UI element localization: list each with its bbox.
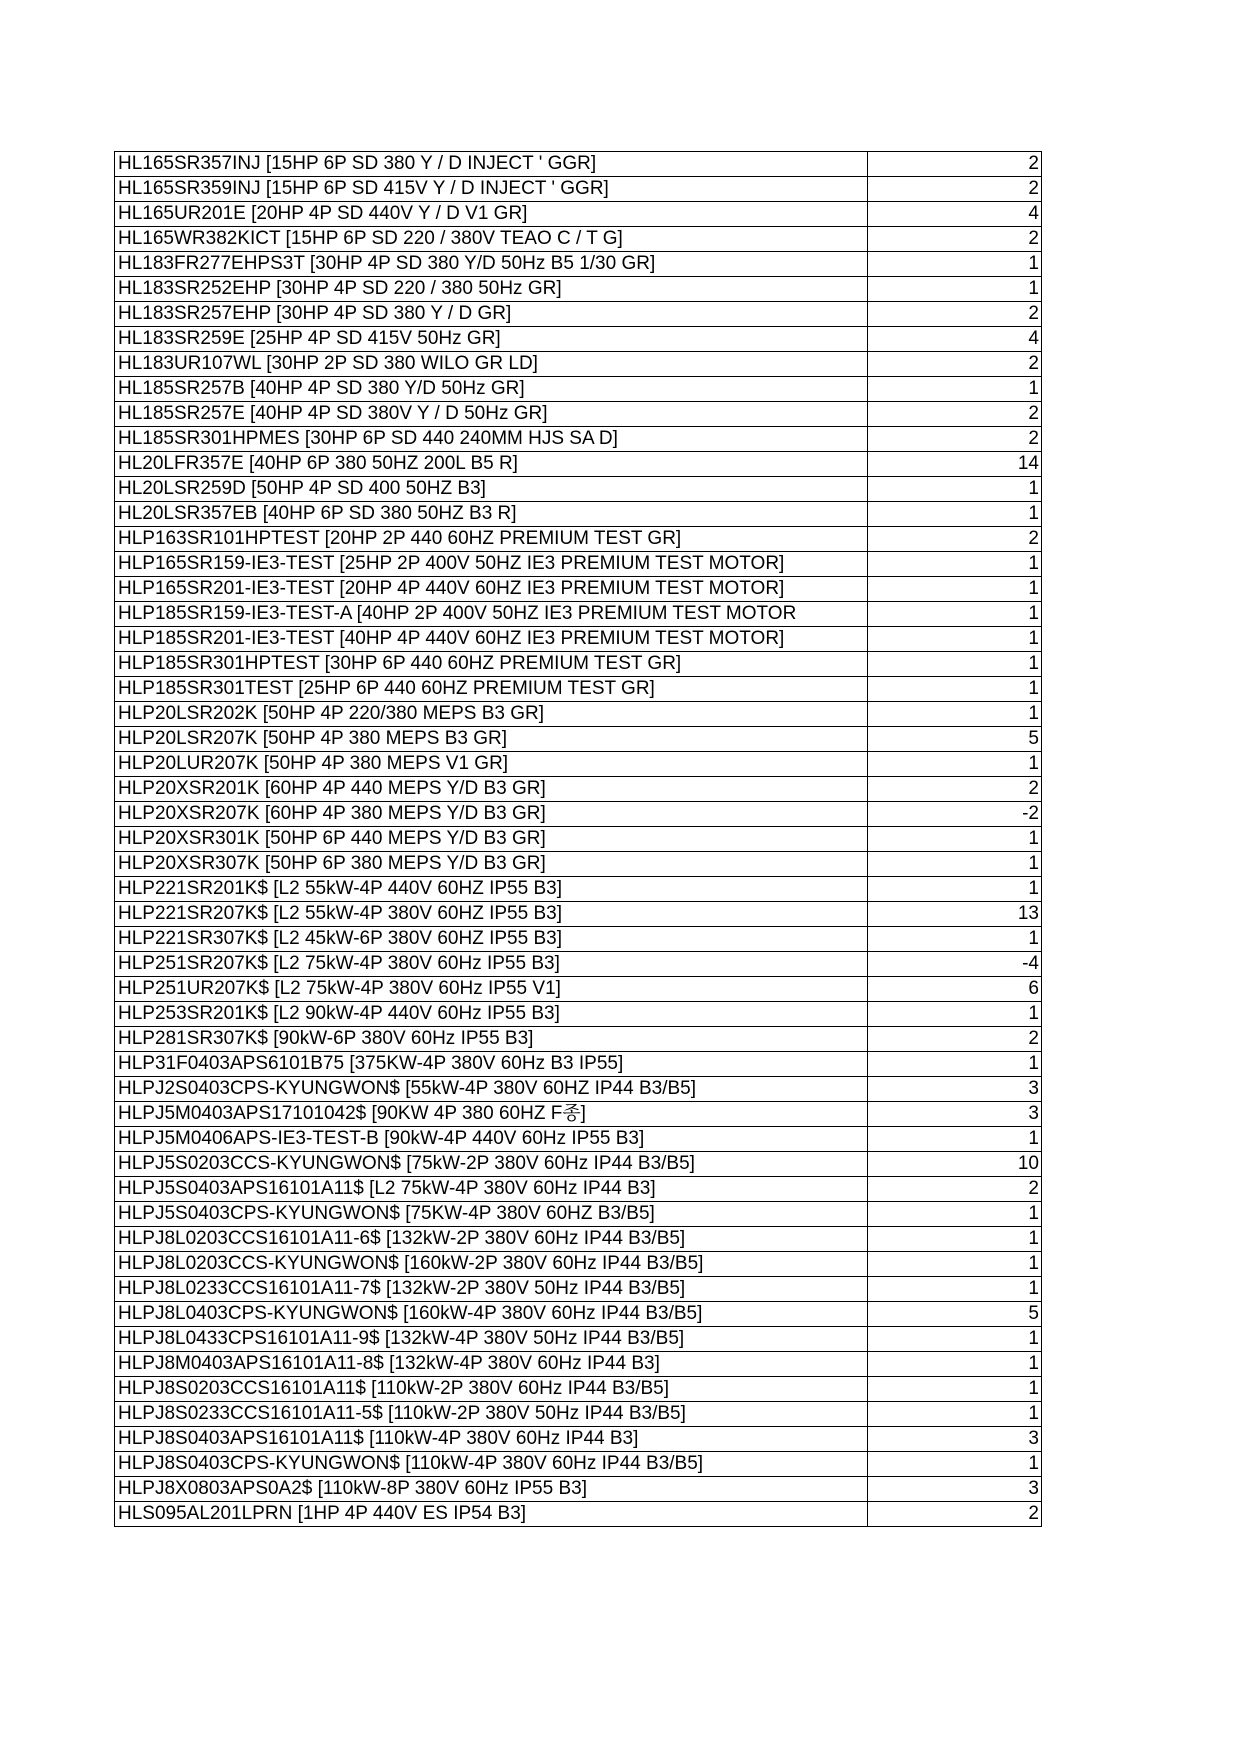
item-description-cell: HLPJ8S0233CCS16101A11-5$ [110kW-2P 380V 50Hz IP44 B3/B5] — [115, 1402, 868, 1427]
item-description-cell: HLP281SR307K$ [90kW-6P 380V 60Hz IP55 B3] — [115, 1027, 868, 1052]
table-row — [115, 277, 1042, 302]
item-quantity-cell: 2 — [868, 1027, 1042, 1052]
item-description-cell: HL20LSR357EB [40HP 6P SD 380 50HZ B3 R] — [115, 502, 868, 527]
item-quantity-cell: 3 — [868, 1427, 1042, 1452]
item-description-cell: HLPJ5S0403APS16101A11$ [L2 75kW-4P 380V 60Hz IP44 B3] — [115, 1177, 868, 1202]
item-description-cell: HL165UR201E [20HP 4P SD 440V Y / D V1 GR] — [115, 202, 868, 227]
table-row — [115, 1377, 1042, 1402]
table-row — [115, 677, 1042, 702]
item-description-cell: HLP20XSR207K [60HP 4P 380 MEPS Y/D B3 GR] — [115, 802, 868, 827]
item-quantity-cell: 1 — [868, 1402, 1042, 1427]
item-quantity-cell: 1 — [868, 477, 1042, 502]
table-row — [115, 627, 1042, 652]
item-description-cell: HL183SR252EHP [30HP 4P SD 220 / 380 50Hz GR] — [115, 277, 868, 302]
table-row — [115, 802, 1042, 827]
item-description-cell: HLP20LSR207K [50HP 4P 380 MEPS B3 GR] — [115, 727, 868, 752]
item-quantity-cell: 3 — [868, 1477, 1042, 1502]
item-description-cell: HL20LSR259D [50HP 4P SD 400 50HZ B3] — [115, 477, 868, 502]
item-description-cell: HL183SR257EHP [30HP 4P SD 380 Y / D GR] — [115, 302, 868, 327]
item-quantity-cell: 1 — [868, 652, 1042, 677]
item-quantity-cell: -4 — [868, 952, 1042, 977]
table-row — [115, 1102, 1042, 1127]
item-description-cell: HLP185SR159-IE3-TEST-A [40HP 2P 400V 50HZ IE3 PREMIUM TEST MOTOR — [115, 602, 868, 627]
table-row — [115, 827, 1042, 852]
item-quantity-cell: 2 — [868, 227, 1042, 252]
table-row — [115, 577, 1042, 602]
table-row — [115, 352, 1042, 377]
table-row — [115, 1127, 1042, 1152]
table-row — [115, 327, 1042, 352]
item-quantity-cell: 5 — [868, 1302, 1042, 1327]
item-description-cell: HLPJ8X0803APS0A2$ [110kW-8P 380V 60Hz IP55 B3] — [115, 1477, 868, 1502]
item-quantity-cell: 1 — [868, 1377, 1042, 1402]
item-quantity-cell: 1 — [868, 702, 1042, 727]
table-row — [115, 1202, 1042, 1227]
item-description-cell: HLPJ5S0403CPS-KYUNGWON$ [75KW-4P 380V 60HZ B3/B5] — [115, 1202, 868, 1227]
item-quantity-cell: 1 — [868, 277, 1042, 302]
item-quantity-cell: 1 — [868, 1127, 1042, 1152]
item-description-cell: HLP221SR307K$ [L2 45kW-6P 380V 60HZ IP55 B3] — [115, 927, 868, 952]
item-description-cell: HLPJ2S0403CPS-KYUNGWON$ [55kW-4P 380V 60HZ IP44 B3/B5] — [115, 1077, 868, 1102]
item-quantity-cell: 3 — [868, 1102, 1042, 1127]
item-description-cell: HLP165SR201-IE3-TEST [20HP 4P 440V 60HZ IE3 PREMIUM TEST MOTOR] — [115, 577, 868, 602]
table-row — [115, 952, 1042, 977]
item-description-cell: HL165WR382KICT [15HP 6P SD 220 / 380V TEAO C / T G] — [115, 227, 868, 252]
table-row — [115, 502, 1042, 527]
item-quantity-cell: 4 — [868, 202, 1042, 227]
table-row — [115, 852, 1042, 877]
item-description-cell: HLS095AL201LPRN [1HP 4P 440V ES IP54 B3] — [115, 1502, 868, 1527]
table-row — [115, 177, 1042, 202]
item-description-cell: HLPJ8L0403CPS-KYUNGWON$ [160kW-4P 380V 60Hz IP44 B3/B5] — [115, 1302, 868, 1327]
table-row — [115, 302, 1042, 327]
item-quantity-cell: 1 — [868, 1352, 1042, 1377]
table-row — [115, 777, 1042, 802]
item-description-cell: HL185SR257B [40HP 4P SD 380 Y/D 50Hz GR] — [115, 377, 868, 402]
item-description-cell: HLPJ8L0433CPS16101A11-9$ [132kW-4P 380V 50Hz IP44 B3/B5] — [115, 1327, 868, 1352]
table-row — [115, 702, 1042, 727]
table-row — [115, 1327, 1042, 1352]
table-row — [115, 427, 1042, 452]
item-quantity-cell: 1 — [868, 1002, 1042, 1027]
item-description-cell: HLP163SR101HPTEST [20HP 2P 440 60HZ PREMIUM TEST GR] — [115, 527, 868, 552]
item-quantity-cell: 1 — [868, 377, 1042, 402]
item-quantity-cell: 1 — [868, 677, 1042, 702]
item-quantity-cell: 6 — [868, 977, 1042, 1002]
item-quantity-cell: 2 — [868, 427, 1042, 452]
item-description-cell: HL183UR107WL [30HP 2P SD 380 WILO GR LD] — [115, 352, 868, 377]
table-row — [115, 452, 1042, 477]
item-quantity-cell: 2 — [868, 152, 1042, 177]
item-description-cell: HL165SR359INJ [15HP 6P SD 415V Y / D INJECT ' GGR] — [115, 177, 868, 202]
item-quantity-cell: 1 — [868, 252, 1042, 277]
item-quantity-cell: 1 — [868, 1452, 1042, 1477]
item-quantity-cell: 2 — [868, 777, 1042, 802]
item-quantity-cell: 1 — [868, 927, 1042, 952]
item-description-cell: HLPJ8L0203CCS-KYUNGWON$ [160kW-2P 380V 60Hz IP44 B3/B5] — [115, 1252, 868, 1277]
item-description-cell: HL20LFR357E [40HP 6P 380 50HZ 200L B5 R] — [115, 452, 868, 477]
table-row — [115, 752, 1042, 777]
item-quantity-cell: 1 — [868, 1052, 1042, 1077]
table-row — [115, 652, 1042, 677]
item-quantity-cell: 1 — [868, 877, 1042, 902]
table-row — [115, 927, 1042, 952]
item-description-cell: HLP165SR159-IE3-TEST [25HP 2P 400V 50HZ IE3 PREMIUM TEST MOTOR] — [115, 552, 868, 577]
item-quantity-cell: 3 — [868, 1077, 1042, 1102]
item-description-cell: HL183FR277EHPS3T [30HP 4P SD 380 Y/D 50Hz B5 1/30 GR] — [115, 252, 868, 277]
item-quantity-cell: 14 — [868, 452, 1042, 477]
table-row — [115, 477, 1042, 502]
item-description-cell: HLP20XSR201K [60HP 4P 440 MEPS Y/D B3 GR] — [115, 777, 868, 802]
table-row — [115, 1477, 1042, 1502]
item-description-cell: HL165SR357INJ [15HP 6P SD 380 Y / D INJECT ' GGR] — [115, 152, 868, 177]
item-description-cell: HLPJ5M0406APS-IE3-TEST-B [90kW-4P 440V 60Hz IP55 B3] — [115, 1127, 868, 1152]
item-quantity-cell: 2 — [868, 1502, 1042, 1527]
item-description-cell: HLP185SR301TEST [25HP 6P 440 60HZ PREMIUM TEST GR] — [115, 677, 868, 702]
item-description-cell: HLPJ8S0403CPS-KYUNGWON$ [110kW-4P 380V 60Hz IP44 B3/B5] — [115, 1452, 868, 1477]
item-quantity-cell: 1 — [868, 1277, 1042, 1302]
item-quantity-cell: -2 — [868, 802, 1042, 827]
table-row — [115, 1252, 1042, 1277]
table-row — [115, 1152, 1042, 1177]
item-description-cell: HLP20LUR207K [50HP 4P 380 MEPS V1 GR] — [115, 752, 868, 777]
table-row — [115, 902, 1042, 927]
item-description-cell: HLPJ5M0403APS17101042$ [90KW 4P 380 60HZ F종] — [115, 1102, 868, 1127]
table-row — [115, 1002, 1042, 1027]
table-row — [115, 1302, 1042, 1327]
item-description-cell: HL183SR259E [25HP 4P SD 415V 50Hz GR] — [115, 327, 868, 352]
table-row — [115, 1052, 1042, 1077]
item-description-cell: HLP221SR207K$ [L2 55kW-4P 380V 60HZ IP55 B3] — [115, 902, 868, 927]
item-quantity-cell: 4 — [868, 327, 1042, 352]
item-description-cell: HLPJ8L0203CCS16101A11-6$ [132kW-2P 380V 60Hz IP44 B3/B5] — [115, 1227, 868, 1252]
item-description-cell: HL185SR257E [40HP 4P SD 380V Y / D 50Hz GR] — [115, 402, 868, 427]
inventory-table-body — [115, 152, 1042, 1527]
item-quantity-cell: 5 — [868, 727, 1042, 752]
table-row — [115, 1277, 1042, 1302]
item-description-cell: HLP185SR301HPTEST [30HP 6P 440 60HZ PREMIUM TEST GR] — [115, 652, 868, 677]
item-quantity-cell: 1 — [868, 752, 1042, 777]
table-row — [115, 1352, 1042, 1377]
item-quantity-cell: 1 — [868, 502, 1042, 527]
table-row — [115, 602, 1042, 627]
item-quantity-cell: 2 — [868, 177, 1042, 202]
item-quantity-cell: 1 — [868, 577, 1042, 602]
item-quantity-cell: 13 — [868, 902, 1042, 927]
item-description-cell: HLPJ8S0403APS16101A11$ [110kW-4P 380V 60Hz IP44 B3] — [115, 1427, 868, 1452]
item-description-cell: HLP251UR207K$ [L2 75kW-4P 380V 60Hz IP55 V1] — [115, 977, 868, 1002]
item-quantity-cell: 1 — [868, 1252, 1042, 1277]
table-row — [115, 152, 1042, 177]
table-row — [115, 1402, 1042, 1427]
item-quantity-cell: 2 — [868, 352, 1042, 377]
item-description-cell: HLPJ5S0203CCS-KYUNGWON$ [75kW-2P 380V 60Hz IP44 B3/B5] — [115, 1152, 868, 1177]
item-quantity-cell: 1 — [868, 852, 1042, 877]
item-description-cell: HLP251SR207K$ [L2 75kW-4P 380V 60Hz IP55 B3] — [115, 952, 868, 977]
item-quantity-cell: 1 — [868, 627, 1042, 652]
item-quantity-cell: 1 — [868, 552, 1042, 577]
table-row — [115, 252, 1042, 277]
item-quantity-cell: 2 — [868, 402, 1042, 427]
item-quantity-cell: 10 — [868, 1152, 1042, 1177]
item-quantity-cell: 2 — [868, 527, 1042, 552]
item-description-cell: HLPJ8M0403APS16101A11-8$ [132kW-4P 380V 60Hz IP44 B3] — [115, 1352, 868, 1377]
table-row — [115, 1502, 1042, 1527]
table-row — [115, 402, 1042, 427]
item-description-cell: HLP185SR201-IE3-TEST [40HP 4P 440V 60HZ IE3 PREMIUM TEST MOTOR] — [115, 627, 868, 652]
item-description-cell: HLPJ8L0233CCS16101A11-7$ [132kW-2P 380V 50Hz IP44 B3/B5] — [115, 1277, 868, 1302]
table-row — [115, 1177, 1042, 1202]
item-quantity-cell: 1 — [868, 602, 1042, 627]
item-description-cell: HLPJ8S0203CCS16101A11$ [110kW-2P 380V 60Hz IP44 B3/B5] — [115, 1377, 868, 1402]
table-row — [115, 977, 1042, 1002]
table-row — [115, 1077, 1042, 1102]
table-row — [115, 877, 1042, 902]
table-row — [115, 1452, 1042, 1477]
table-row — [115, 1427, 1042, 1452]
item-description-cell: HLP20LSR202K [50HP 4P 220/380 MEPS B3 GR] — [115, 702, 868, 727]
table-row — [115, 527, 1042, 552]
item-description-cell: HLP31F0403APS6101B75 [375KW-4P 380V 60Hz B3 IP55] — [115, 1052, 868, 1077]
item-quantity-cell: 2 — [868, 302, 1042, 327]
table-row — [115, 377, 1042, 402]
table-row — [115, 1027, 1042, 1052]
table-row — [115, 727, 1042, 752]
item-quantity-cell: 1 — [868, 827, 1042, 852]
inventory-table — [114, 151, 1042, 1527]
item-description-cell: HL185SR301HPMES [30HP 6P SD 440 240MM HJS SA D] — [115, 427, 868, 452]
item-quantity-cell: 1 — [868, 1202, 1042, 1227]
table-row — [115, 552, 1042, 577]
item-description-cell: HLP20XSR307K [50HP 6P 380 MEPS Y/D B3 GR] — [115, 852, 868, 877]
item-quantity-cell: 1 — [868, 1227, 1042, 1252]
item-quantity-cell: 1 — [868, 1327, 1042, 1352]
item-quantity-cell: 2 — [868, 1177, 1042, 1202]
item-description-cell: HLP253SR201K$ [L2 90kW-4P 440V 60Hz IP55 B3] — [115, 1002, 868, 1027]
item-description-cell: HLP20XSR301K [50HP 6P 440 MEPS Y/D B3 GR] — [115, 827, 868, 852]
item-description-cell: HLP221SR201K$ [L2 55kW-4P 440V 60HZ IP55 B3] — [115, 877, 868, 902]
table-row — [115, 202, 1042, 227]
table-row — [115, 1227, 1042, 1252]
table-row — [115, 227, 1042, 252]
